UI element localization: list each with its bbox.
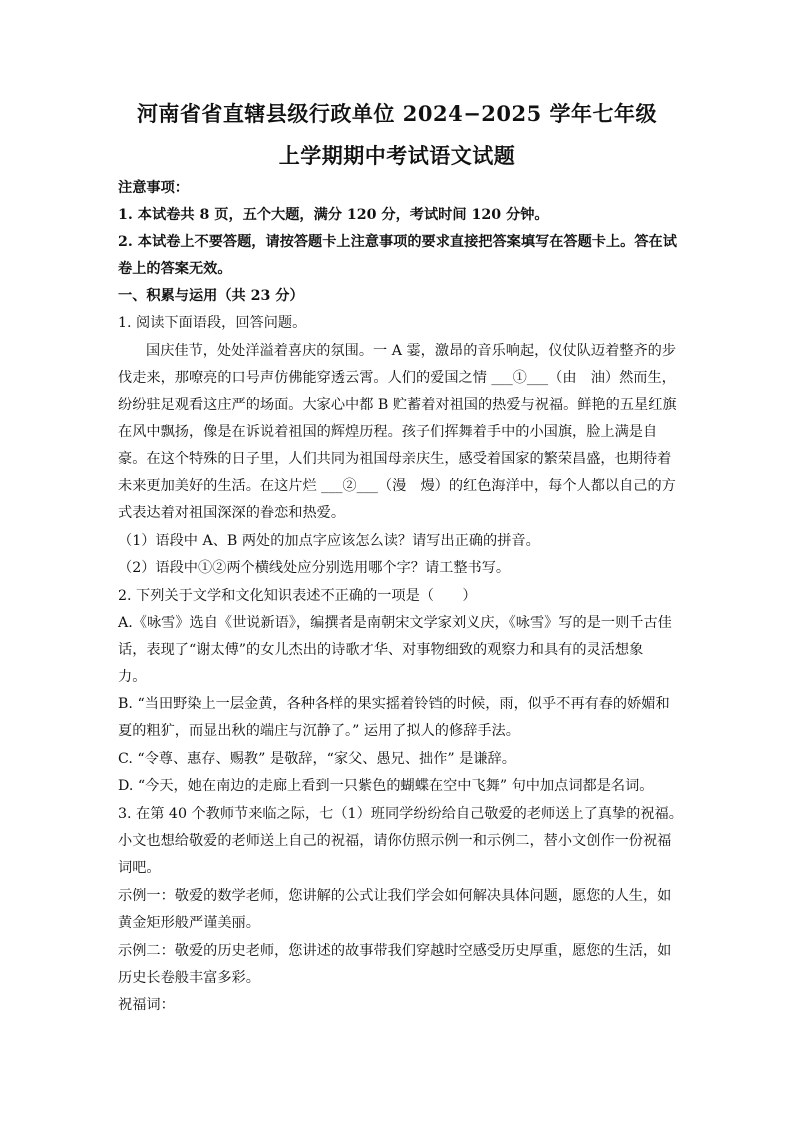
exam-title-line-2: 上学期期中考试语文试题 <box>278 143 516 168</box>
section-1-heading: 一、积累与运用（共 23 分） <box>118 288 304 304</box>
notice-item-2-line-2: 卷上的答案无效。 <box>118 261 232 277</box>
option-a-line: 话，表现了“谢太傅”的女儿杰出的诗歌才华、对事物细致的观察力和具有的灵活想象 <box>118 642 644 658</box>
question-1-sub-1: （1）语段中 A、B 两处的加点字应该怎么读？请写出正确的拼音。 <box>118 533 540 549</box>
example-1-line: 黄金矩形般严谨美丽。 <box>118 915 260 931</box>
question-1-sub-2: （2）语段中①②两个横线处应分别选用哪个字？请工整书写。 <box>118 560 511 576</box>
option-a-line: 力。 <box>118 669 147 685</box>
option-c: C. “令尊、惠存、赐教” 是敬辞，“家父、愚兄、拙作” 是谦辞。 <box>118 751 516 767</box>
exam-title-line-1: 河南省省直辖县级行政单位 2024−2025 学年七年级 <box>136 101 658 126</box>
answer-label: 祝福词： <box>118 997 175 1013</box>
notice-item-2-line-1: 2. 本试卷上不要答题，请按答题卡上注意事项的要求直接把答案填写在答题卡上。答在试 <box>118 234 677 250</box>
example-2-line: 历史长卷般丰富多彩。 <box>118 970 260 986</box>
passage-line: 纷纷驻足观看这庄严的场面。大家心中都 B 贮蓄着对祖国的热爱与祝福。鲜艳的五星红旗 <box>118 397 677 413</box>
example-2-line: 示例二：敬爱的历史老师，您讲述的故事带我们穿越时空感受历史厚重，愿您的生活，如 <box>118 943 672 959</box>
question-1-stem: 1. 阅读下面语段，回答问题。 <box>118 315 307 331</box>
question-3-stem-line: 词吧。 <box>118 860 161 876</box>
example-1-line: 示例一：敬爱的数学老师，您讲解的公式让我们学会如何解决具体问题，愿您的人生，如 <box>118 888 672 904</box>
question-2-stem: 2. 下列关于文学和文化知识表述不正确的一项是（ ） <box>118 588 477 604</box>
option-b-line: B. “当田野染上一层金黄，各种各样的果实摇着铃铛的时候，雨，似乎不再有春的娇媚和 <box>118 696 670 712</box>
passage-line: 在风中飘扬，像是在诉说着祖国的辉煌历程。孩子们挥舞着手中的小国旗，脸上满是自 <box>118 424 658 440</box>
notice-item-1: 1. 本试卷共 8 页，五个大题，满分 120 分，考试时间 120 分钟。 <box>118 207 549 223</box>
passage-line: 豪。在这个特殊的日子里，人们共同为祖国母亲庆生，感受着国家的繁荣昌盛，也期待着 <box>118 451 672 467</box>
notice-heading: 注意事项： <box>118 180 189 196</box>
question-3-stem-line: 3. 在第 40 个教师节来临之际，七（1）班同学纷纷给自己敬爱的老师送上了真挚的祝福。 <box>118 806 683 822</box>
passage-line: 式表达着对祖国深深的眷恋和热爱。 <box>118 505 346 521</box>
option-a-line: A.《咏雪》选自《世说新语》，编撰者是南朝宋文学家刘义庆，《咏雪》写的是一则千古佳 <box>118 615 672 631</box>
passage-line: 未来更加美好的生活。在这片烂 ___②___（漫 熳）的红色海洋中，每个人都以自己的方 <box>118 478 676 494</box>
option-b-line: 夏的粗犷，而显出秋的端庄与沉静了。” 运用了拟人的修辞手法。 <box>118 723 520 739</box>
question-3-stem-line: 小文也想给敬爱的老师送上自己的祝福，请你仿照示例一和示例二，替小文创作一份祝福 <box>118 833 672 849</box>
option-d: D. “今天，她在南边的走廊上看到一只紫色的蝴蝶在空中飞舞” 句中加点词都是名词。 <box>118 778 654 794</box>
passage-line: 伐走来，那嘹亮的口号声仿佛能穿透云霄。人们的爱国之情 ___①___（由 油）然而生， <box>118 370 676 386</box>
passage-line: 国庆佳节，处处洋溢着喜庆的氛围。一 A 霎，激昂的音乐响起，仪仗队迈着整齐的步 <box>146 343 677 359</box>
